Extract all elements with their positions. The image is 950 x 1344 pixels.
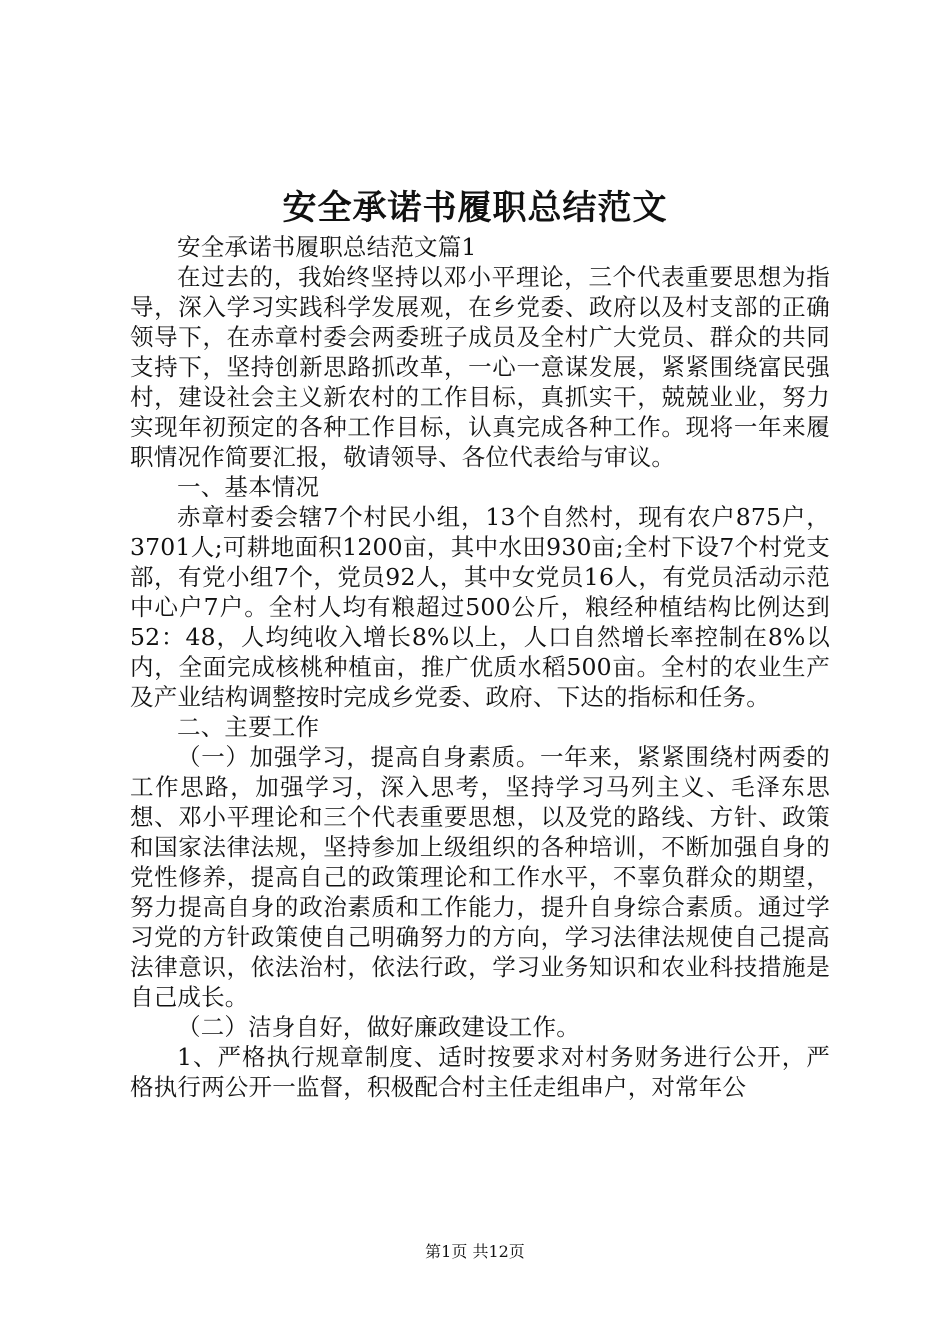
section-heading-basic: 一、基本情况 [177,473,320,501]
paragraph-intro: 在过去的，我始终坚持以邓小平理论，三个代表重要思想为指导，深入学习实践科学发展观，在乡党委、政府以及村支部的正确领导下，在赤章村委会两委班子成员及全村广大党员、群众的共同支持下，坚持创新思路抓改革，一心一意谋发展，紧紧围绕富民强村，建设社会主义新农村的工作目标，真抓实干，兢兢业业，努力实现年初预定的各种工作目标，认真完成各种工作。现将一年来履职情况作简要汇报，敬请领导、各位代表给与审议。 [130,263,830,471]
section-heading-part1: 安全承诺书履职总结范文篇1 [177,233,477,261]
section-heading-main-work: 二、主要工作 [177,713,320,741]
page-number-footer: 第1页 共12页 [425,1242,525,1261]
paragraph-rules: 1、严格执行规章制度、适时按要求对村务财务进行公开，严格执行两公开一监督，积极配合村主任走组串户，对常年公 [130,1043,830,1101]
document-title: 安全承诺书履职总结范文 [282,188,668,228]
document-body [130,232,830,1102]
subheading-integrity: （二）洁身自好，做好廉政建设工作。 [177,1013,580,1041]
paragraph-study: （一）加强学习，提高自身素质。一年来，紧紧围绕村两委的工作思路，加强学习，深入思考，坚持学习马列主义、毛泽东思想、邓小平理论和三个代表重要思想，以及党的路线、方针、政策和国家法律法规，坚持参加上级组织的各种培训，不断加强自身的党性修养，提高自己的政策理论和工作水平，不辜负群众的期望，努力提高自身的政治素质和工作能力，提升自身综合素质。通过学习党的方针政策使自己明确努力的方向，学习法律法规使自己提高法律意识，依法治村，依法行政，学习业务知识和农业科技措施是自己成长。 [130,743,830,1011]
paragraph-basic-info: 赤章村委会辖7个村民小组，13个自然村，现有农户875户，3701人;可耕地面积1200亩，其中水田930亩;全村下设7个村党支部，有党小组7个，党员92人，其中女党员16人，有党员活动示范中心户7户。全村人均有粮超过500公斤，粮经种植结构比例达到52：48，人均纯收入增长8%以上，人口自然增长率控制在8%以内，全面完成核桃种植亩，推广优质水稻500亩。全村的农业生产及产业结构调整按时完成乡党委、政府、下达的指标和任务。 [130,503,830,711]
